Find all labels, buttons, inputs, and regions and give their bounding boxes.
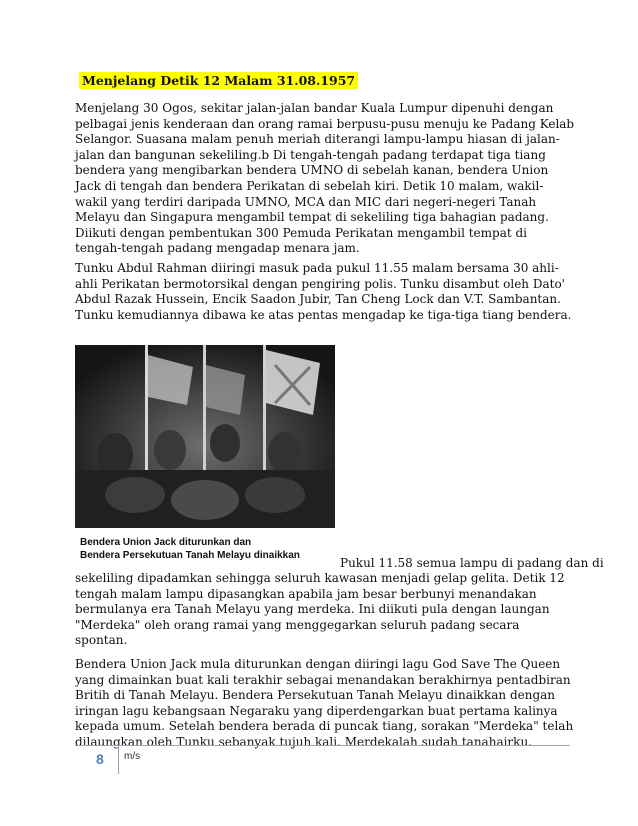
- historical-photo: [75, 345, 335, 528]
- footer-label: m/s: [124, 751, 141, 762]
- photo-caption: [80, 536, 340, 562]
- paragraph-2: Tunku Abdul Rahman diiringi masuk pada pukul 11.55 malam bersama 30 ahli-ahli Perikatan bermotorsikal dengan pengiring polis. Tunku disambut oleh Dato' Abdul Razak Hussein, Encik Saadon Jubir, Tan Cheng Lock dan V.T. Sambantan. Tunku kemudiannya dibawa ke atas pentas mengadap ke tiga-tiga tiang bendera.: [75, 261, 572, 322]
- paragraph-4: Bendera Union Jack mula diturunkan dengan diiringi lagu God Save The Queen yang dimainkan buat kali terakhir sebagai menandakan berakhirnya pentadbiran Britih di Tanah Melayu. Bendera Persekutuan Tanah Melayu dinaikkan dengan iringan lagu kebangsaan Negaraku yang diperdengarkan buat pertama kalinya kepada umum. Setelah bendera berada di puncak tiang, sorakan "Merdeka" telah dilaungkan oleh Tunku sebanyak tujuh kali. Merdekalah sudah tanahairku.: [75, 657, 574, 749]
- footer-separator: [118, 745, 119, 774]
- page-number: 8: [96, 751, 104, 767]
- flag-ceremony-image: [75, 345, 335, 528]
- footer-divider: [75, 745, 570, 746]
- caption-line-1: Bendera Union Jack diturunkan dan: [80, 537, 252, 548]
- page-heading: Menjelang Detik 12 Malam 31.08.1957: [79, 72, 358, 89]
- caption-line-2: Bendera Persekutuan Tanah Melayu dinaikkan: [80, 550, 300, 561]
- paragraph-3-rest: sekeliling dipadamkan sehingga seluruh kawasan menjadi gelap gelita. Detik 12 tengah malam lampu dipasangkan apabila jam besar berbunyi menandakan bermulanya era Tanah Melayu yang merdeka. Ini diikuti pula dengan laungan "Merdeka" oleh orang ramai yang menggegarkan seluruh padang secara spontan.: [75, 571, 565, 648]
- paragraph-3-start: Pukul 11.58 semua lampu di padang dan di: [340, 556, 604, 570]
- paragraph-1: Menjelang 30 Ogos, sekitar jalan-jalan bandar Kuala Lumpur dipenuhi dengan pelbagai jenis kenderaan dan orang ramai berpusu-pusu menuju ke Padang Kelab Selangor. Suasana malam penuh meriah diterangi lampu-lampu hiasan di jalan-jalan dan bangunan sekeliling.b Di tengah-tengah padang terdapat tiga tiang bendera yang mengibarkan bendera UMNO di sebelah kanan, bendera Union Jack di tengah dan bendera Perikatan di sebelah kiri. Detik 10 malam, wakil-wakil yang terdiri daripada UMNO, MCA dan MIC dari negeri-negeri Tanah Melayu dan Singapura mengambil tempat di sekeliling tiga bahagian padang. Diikuti dengan pembentukan 300 Pemuda Perikatan mengambil tempat di tengah-tengah padang mengadap menara jam.: [75, 101, 575, 256]
